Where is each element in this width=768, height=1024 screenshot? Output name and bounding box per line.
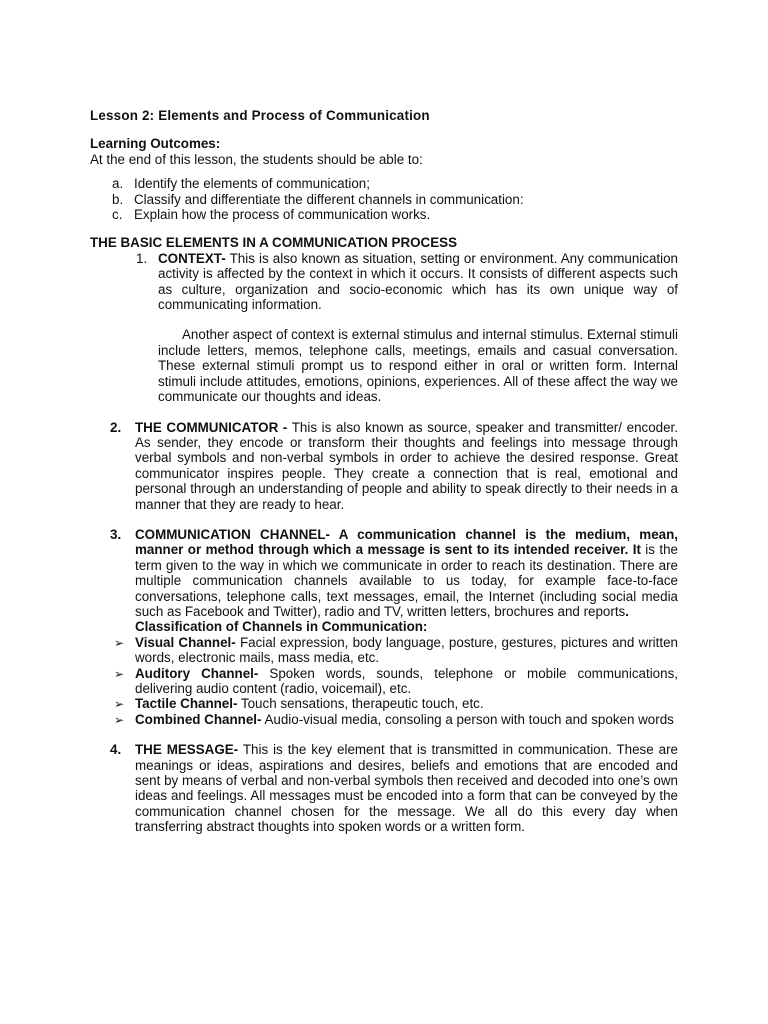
learning-outcomes-intro: At the end of this lesson, the students should be able to: <box>90 151 423 167</box>
bullet-visual <box>90 635 678 666</box>
objectives-list <box>90 176 678 222</box>
bullet-text: Touch sensations, therapeutic touch, etc. <box>237 696 484 712</box>
objective-text: Explain how the process of communication works. <box>134 207 431 223</box>
arrow-bullet-icon: ➢ <box>114 697 125 712</box>
context-text: This is also known as situation, setting or environment. Any communication activity is affected by the context in which it occurs. It consists of different aspects such as culture, organization and socio-economic which has its own unique way of communicating information. <box>158 250 678 313</box>
bullet-text: Spoken words, sounds, telephone or mobile communications, delivering audio content (radio, voicemail), etc. <box>135 665 678 696</box>
item-number: 1. <box>136 250 148 266</box>
arrow-bullet-icon: ➢ <box>114 666 125 681</box>
bullet-text: Facial expression, body language, posture, gestures, pictures and written words, electronic mails, mass media, etc. <box>135 634 678 666</box>
bullet-term: Visual Channel- <box>135 634 236 650</box>
element-context <box>90 251 678 405</box>
objective-text: Classify and differentiate the different channels in communication: <box>134 191 524 207</box>
bullet-combined <box>90 712 678 727</box>
element-message <box>90 742 678 834</box>
objective-marker: b. <box>112 191 124 207</box>
communicator-text: This is also known as source, speaker and transmitter/ encoder. As sender, they encode or transform their thoughts and feelings into message through verbal symbols and non-verbal symbols in order to achieve the desired response. Great communicator inspires people. They create a connection that is real, emotional and personal through an understanding of people and ability to speak directly to their needs in a manner that they are ready to hear. <box>135 419 678 512</box>
bullet-auditory <box>90 666 678 697</box>
learning-outcomes-heading: Learning Outcomes: <box>90 136 221 152</box>
communicator-term: THE COMMUNICATOR - <box>135 419 288 435</box>
communicator-paragraph <box>135 420 678 512</box>
message-term: THE MESSAGE- <box>135 742 239 758</box>
lesson-title: Lesson 2: Elements and Process of Communication <box>90 108 430 123</box>
classification-heading: Classification of Channels in Communication: <box>135 619 428 635</box>
bullet-term: Tactile Channel- <box>135 696 238 712</box>
document-content <box>90 108 678 835</box>
objective-marker: c. <box>112 207 123 223</box>
channel-end-period: . <box>625 603 629 619</box>
channel-paragraph <box>135 527 678 619</box>
objective-text: Identify the elements of communication; <box>134 176 370 192</box>
bullet-tactile <box>90 696 678 711</box>
objective-item <box>90 192 678 207</box>
arrow-bullet-icon: ➢ <box>114 712 125 727</box>
section-heading: THE BASIC ELEMENTS IN A COMMUNICATION PROCESS <box>90 235 458 251</box>
channel-bullets <box>90 635 678 727</box>
arrow-bullet-icon: ➢ <box>114 635 125 650</box>
item-number: 4. <box>110 742 122 758</box>
item-number: 2. <box>110 419 122 435</box>
objective-marker: a. <box>112 176 124 192</box>
objective-item <box>90 207 678 222</box>
context-paragraph-2: Another aspect of context is external stimulus and internal stimulus. External stimuli include letters, memos, telephone calls, meetings, emails and casual conversation. These external stimuli prompt us to respond either in oral or written form. Internal stimuli include attitudes, emotions, opinions, experiences. All of these affect the way we communicate our thoughts and ideas. <box>158 327 678 405</box>
bullet-term: Combined Channel- <box>135 711 262 727</box>
element-communicator <box>90 420 678 512</box>
objective-item <box>90 176 678 191</box>
channel-term: COMMUNICATION CHANNEL- A communication channel is the medium, mean, manner or method through which a message is sent to its intended receiver. It <box>135 526 678 558</box>
bullet-term: Auditory Channel- <box>135 665 259 681</box>
channel-text: is the term given to the way in which we communicate in order to reach its destination. There are multiple communication channels available to us today, for example face-to-face conversations, telephone calls, text messages, email, the Internet (including social media such as Facebook and Twitter), radio and TV, written letters, brochures and reports <box>135 542 678 619</box>
element-channel <box>90 527 678 727</box>
message-text: This is the key element that is transmitted in communication. These are meanings or ideas, aspirations and desires, beliefs and emotions that are encoded and sent by means of verbal and non-verbal symbols then received and decoded into one’s own ideas and feelings. All messages must be encoded into a form that can be conveyed by the communication channel chosen for the message. We all do this every day when transferring abstract thoughts into spoken words or a written form. <box>135 742 678 835</box>
item-number: 3. <box>110 526 122 542</box>
context-term: CONTEXT- <box>158 250 226 266</box>
bullet-text: Audio-visual media, consoling a person with touch and spoken words <box>261 711 674 727</box>
context-paragraph <box>158 251 678 313</box>
message-paragraph <box>135 742 678 834</box>
